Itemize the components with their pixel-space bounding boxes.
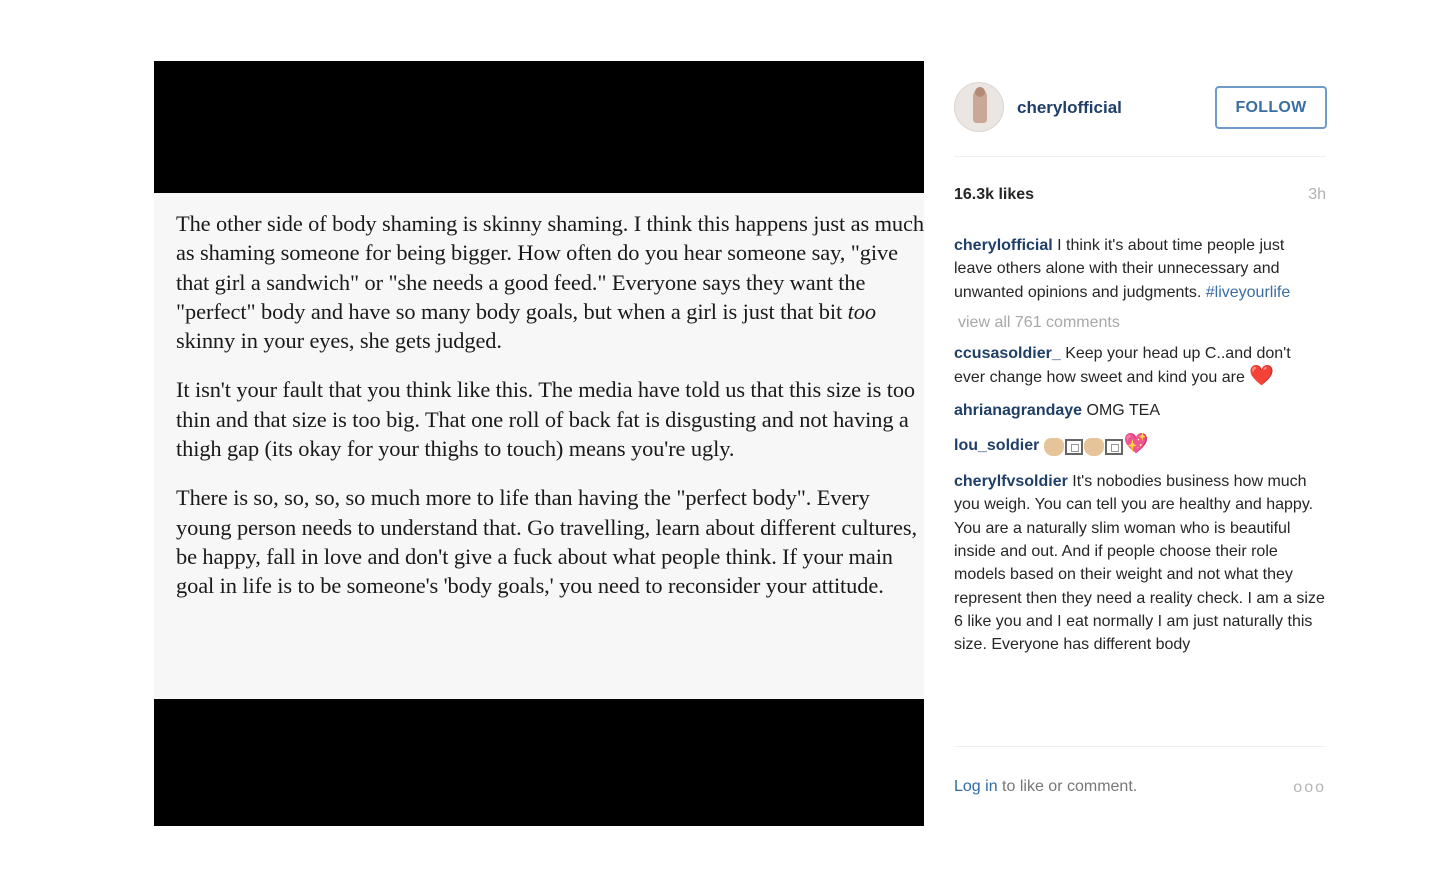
black-bar-bottom <box>154 699 924 826</box>
quote-paragraph-2: It isn't your fault that you think like this. The media have told us that this size is too thin and that size is too big. That one roll of back fat is disgusting and not having a thigh gap (its okay for your thighs to touch) means you're ugly. <box>176 377 916 462</box>
comment-username[interactable]: cherylfvsoldier <box>954 473 1068 491</box>
login-prompt-text: to like or comment. <box>1002 778 1138 795</box>
comment-username[interactable]: ahrianagrandaye <box>954 402 1083 420</box>
post-image <box>154 61 924 826</box>
view-all-comments-link[interactable]: view all 761 comments <box>958 313 1120 331</box>
comment-item <box>954 433 1326 460</box>
avatar-head <box>975 87 985 97</box>
sparkling-heart-icon: 💖 <box>1123 432 1149 455</box>
black-bar-top <box>154 61 924 193</box>
login-link[interactable]: Log in <box>954 778 998 795</box>
quote-paragraph-1: The other side of body shaming is skinny shaming. I think this happens just as much as shaming someone for being bigger. How often do you hear someone say, "give that girl a sandwich" or "she needs a good feed." Everyone says they want the "perfect" body and have so many body goals, but when a girl is just that bit too skinny in your eyes, she gets judged. <box>176 211 924 354</box>
post-header <box>954 80 1328 138</box>
likes-count[interactable]: 16.3k likes <box>954 186 1035 203</box>
caption <box>954 234 1326 304</box>
post-time: 3h <box>1308 186 1326 203</box>
clapping-hands-icon <box>1044 437 1065 460</box>
comment-item <box>954 470 1326 656</box>
footer-divider <box>954 746 1326 747</box>
header-username[interactable]: cherylofficial <box>1017 98 1122 117</box>
red-heart-icon: ❤️ <box>1249 365 1275 388</box>
follow-button[interactable]: FOLLOW <box>1215 86 1327 129</box>
caption-text: I think it's about time people just leave others alone with their unnecessary and unwanted opinions and judgments. <box>954 237 1285 301</box>
comment-username[interactable]: ccusasoldier_ <box>954 344 1061 362</box>
more-options-icon[interactable]: ooo <box>1293 779 1326 796</box>
comments-list[interactable] <box>954 234 1326 744</box>
unsupported-emoji-icon <box>1105 437 1124 460</box>
unsupported-emoji-icon <box>1065 437 1084 460</box>
post-quote-text <box>176 209 924 621</box>
post-footer <box>954 778 1328 802</box>
comment-text: OMG TEA <box>1086 402 1161 420</box>
caption-hashtag[interactable]: #liveyourlife <box>1205 283 1291 301</box>
comment-username[interactable]: lou_soldier <box>954 436 1040 454</box>
comment-item <box>954 342 1326 390</box>
avatar[interactable] <box>954 82 1004 132</box>
header-divider <box>954 156 1326 157</box>
comment-text: Keep your head up C..and don't ever change how sweet and kind you are <box>954 344 1291 387</box>
comment-item <box>954 399 1326 422</box>
caption-username[interactable]: cherylofficial <box>954 237 1053 254</box>
comment-text: It's nobodies business how much you weigh. You can tell you are healthy and happy. You are a naturally slim woman who is beautiful inside and out. And if people choose their role models based on their weight and not what they represent then they need a reality check. I am a size 6 like you and I eat normally I am just naturally this size. Everyone has different body <box>954 473 1325 654</box>
quote-paragraph-3: There is so, so, so, so much more to life than having the "perfect body". Every young person needs to understand that. Go travelling, learn about different cultures, be happy, fall in love and don't give a fuck about what people think. If your main goal in life is to be someone's 'body goals,' you need to reconsider your attitude. <box>176 485 917 599</box>
clapping-hands-icon <box>1084 437 1105 460</box>
post-sidebar <box>954 80 1328 820</box>
